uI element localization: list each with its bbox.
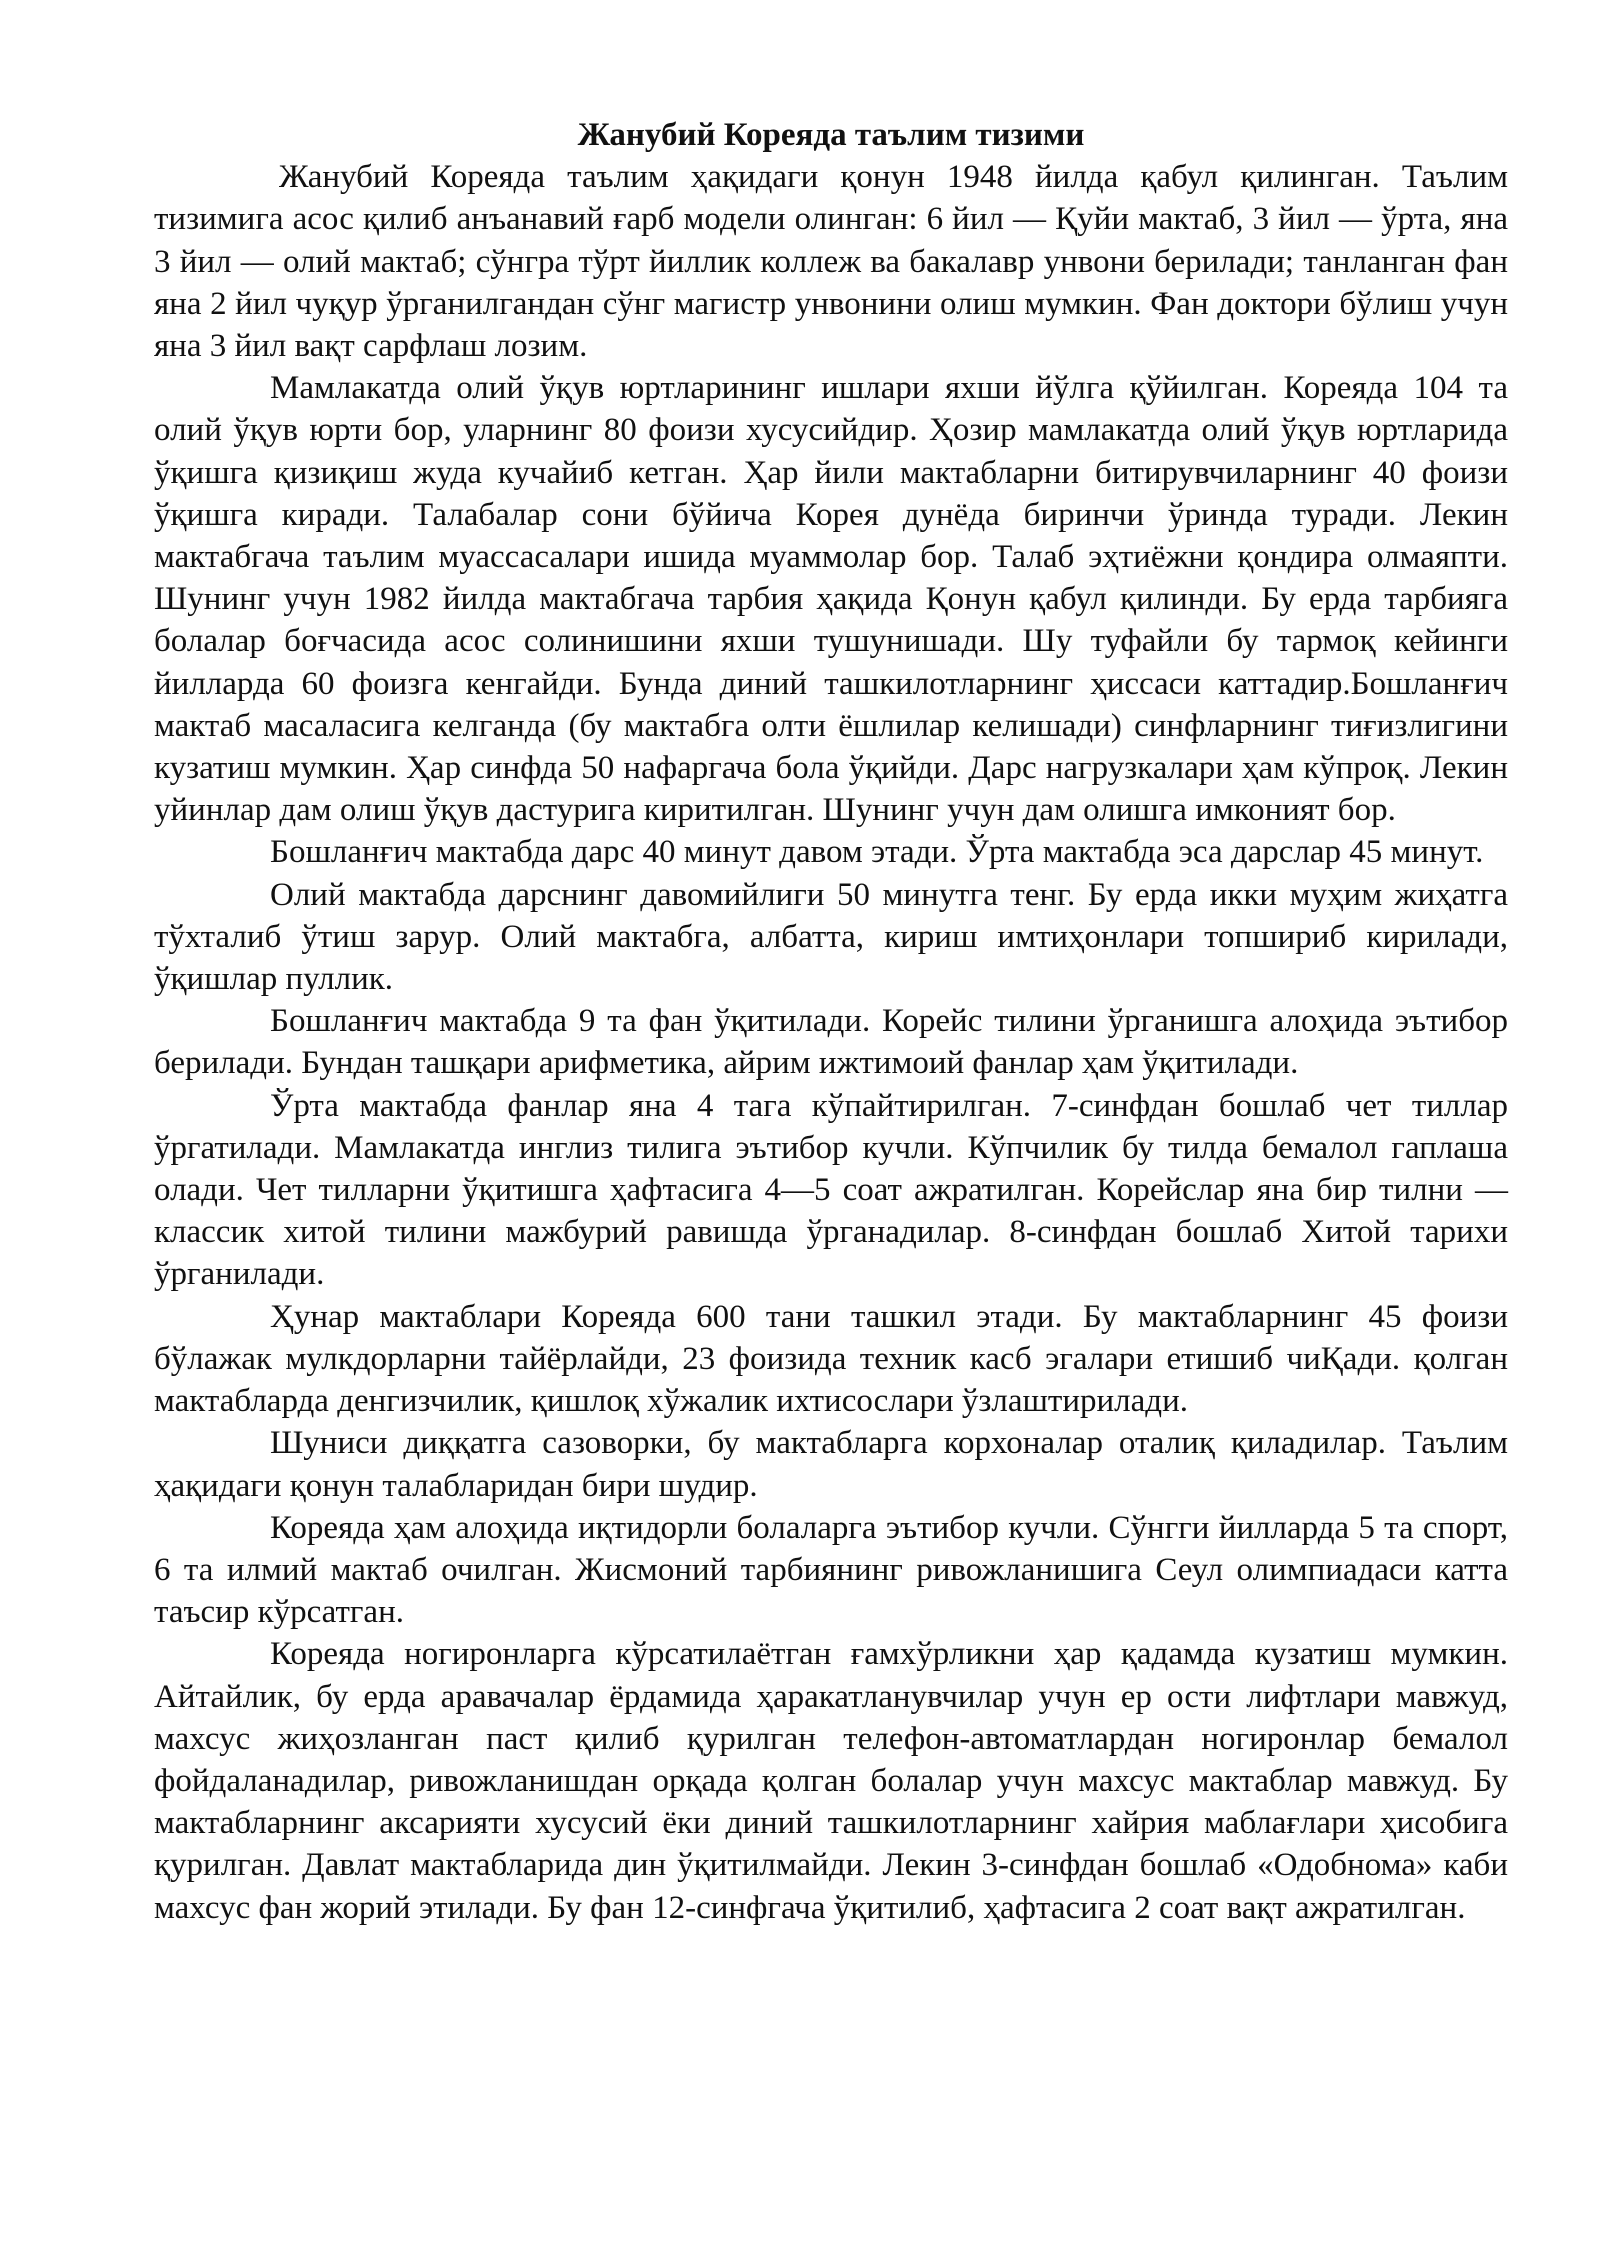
paragraph-vocational-schools: Ҳунар мактаблари Кореяда 600 тани ташкил этади. Бу мактабларнинг 45 фоизи бўлажак мулкдорларни тайёрлайди, 23 фоизида техник касб эгалари етишиб чиҚади. қолган мактабларда денгизчилик, қишлоқ хўжалик ихтисослари ўзлаштирилади. xyxy=(154,1298,1508,1420)
paragraph-legislation: Жанубий Кореяда таълим ҳақидаги қонун 1948 йилда қабул қилинган. Таълим тизимига асос қилиб анъанавий ғарб модели олинган: 6 йил — Қуйи мактаб, 3 йил — ўрта, яна 3 йил — олий мактаб; сўнгра тўрт йиллик коллеж ва бакалавр унвони берилади; танланган фан яна 2 йил чуқур ўрганилгандан сўнг магистр унвонини олиш мумкин. Фан доктори бўлиш учун яна 3 йил вақт сарфлаш лозим. xyxy=(154,159,1508,365)
document-title: Жанубий Кореяда таълим тизими xyxy=(577,117,1085,153)
paragraph-high-school: Олий мактабда дарснинг давомийлиги 50 минутга тенг. Бу ерда икки муҳим жиҳатга тўхталиб ўтиш зарур. Олий мактабга, албатта, кириш имтиҳонлари топшириб кирилади, ўқишлар пуллик. xyxy=(154,876,1508,998)
paragraph-disabled-care: Кореяда ногиронларга кўрсатилаётган ғамхўрликни ҳар қадамда кузатиш мумкин. Айтайлик, бу ерда аравачалар ёрдамида ҳаракатланувчилар учун ер ости лифтлари мавжуд, махсус жиҳозланган паст қилиб қурилган телефон-автоматлардан ногиронлар бемалол фойдаланадилар, ривожланишдан орқада қолган болалар учун махсус мактаблар мавжуд. Бу мактабларнинг аксарияти хусусий ёки диний ташкилотларнинг хайрия маблағлари ҳисобига қурилган. Давлат мактабларида дин ўқитилмайди. Лекин 3-синфдан бошлаб «Одобнома» каби махсус фан жорий этилади. Бу фан 12-синфгача ўқитилиб, ҳафтасига 2 соат вақт ажратилган. xyxy=(154,1636,1508,1926)
paragraph-primary-subjects: Бошланғич мактабда 9 та фан ўқитилади. Корейс тилини ўрганишга алоҳида эътибор берилади. Бундан ташқари арифметика, айрим ижтимоий фанлар ҳам ўқитилади. xyxy=(154,1003,1508,1082)
paragraph-patronage: Шуниси диққатга сазоворки, бу мактабларга корхоналар оталиқ қиладилар. Таълим ҳақидаги қонун талабларидан бири шудир. xyxy=(154,1425,1508,1504)
paragraph-lesson-duration: Бошланғич мактабда дарс 40 минут давом этади. Ўрта мактабда эса дарслар 45 минут. xyxy=(270,834,1484,871)
paragraph-middle-school-subjects: Ўрта мактабда фанлар яна 4 тага кўпайтирилган. 7-синфдан бошлаб чет тиллар ўргатилади. Мамлакатда инглиз тилига эътибор кучли. Кўпчилик бу тилда бемалол гаплаша олади. Чет тилларни ўқитишга ҳафтасига 4—5 соат ажратилган. Корейслар яна бир тилни — классик хитой тилини мажбурий равишда ўрганадилар. 8-синфдан бошлаб Хитой тарихи ўрганилади. xyxy=(154,1087,1508,1293)
document-page xyxy=(154,114,1508,1929)
paragraph-higher-education: Мамлакатда олий ўқув юртларининг ишлари яхши йўлга қўйилган. Кореяда 104 та олий ўқув юрти бор, уларнинг 80 фоизи хусусийдир. Ҳозир мамлакатда олий ўқув юртларида ўқишга қизиқиш жуда кучайиб кетган. Ҳар йили мактабларни битирувчиларнинг 40 фоизи ўқишга киради. Талабалар сони бўйича Корея дунёда биринчи ўринда туради. Лекин мактабгача таълим муассасалари ишида муаммолар бор. Талаб эҳтиёжни қондира олмаяпти. Шунинг учун 1982 йилда мактабгача тарбия ҳақида Қонун қабул қилинди. Бу ерда тарбияга болалар боғчасида асос солинишини яхши тушунишади. Шу туфайли бу тармоқ кейинги йилларда 60 фоизга кенгайди. Бунда диний ташкилотларнинг ҳиссаси каттадир.Бошланғич мактаб масаласига келганда (бу мактабга олти ёшлилар келишади) синфларнинг тиғизлигини кузатиш мумкин. Ҳар синфда 50 нафаргача бола ўқийди. Дарс нагрузкалари ҳам кўпроқ. Лекин уйинлар дам олиш ўқув дастурига киритилган. Шунинг учун дам олишга имконият бор. xyxy=(154,370,1508,829)
paragraph-gifted-children: Кореяда ҳам алоҳида иқтидорли болаларга эътибор кучли. Сўнгги йилларда 5 та спорт, 6 та илмий мактаб очилган. Жисмоний тарбиянинг ривожланишига Сеул олимпиадаси катта таъсир кўрсатган. xyxy=(154,1509,1508,1631)
